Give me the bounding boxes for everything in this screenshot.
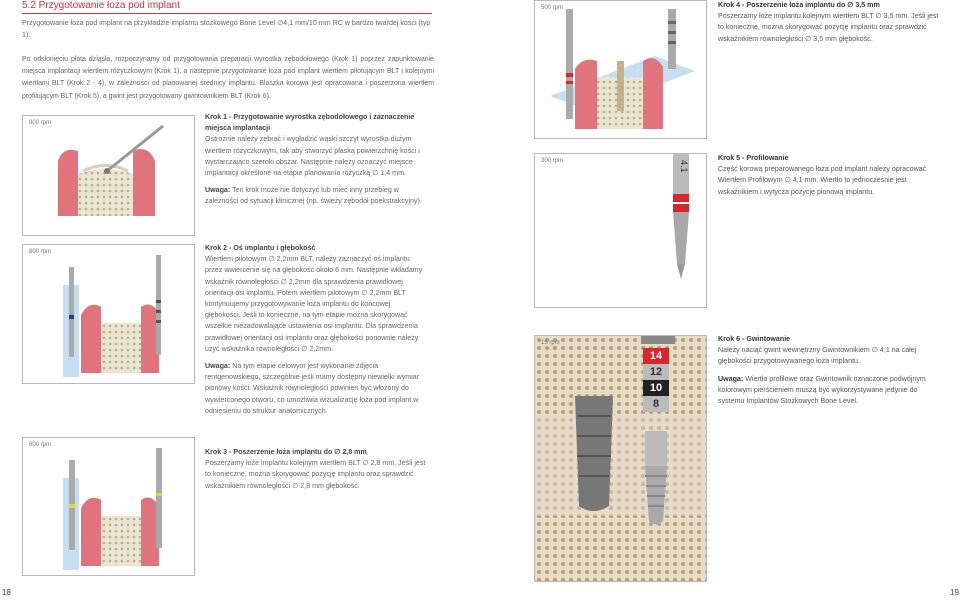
step1-note-label: Uwaga: [205, 186, 231, 195]
profile-drill-marking: 4.1 [679, 160, 689, 173]
step2-illustration [22, 244, 195, 384]
step5-text [718, 153, 940, 198]
step6-body: Należy naciąć gwint wewnętrzny Gwintownikiem ∅ 4,1 na całej głębokości przygotowywanego łoża implantu. [718, 346, 917, 366]
step2-note-label: Uwaga: [205, 362, 231, 371]
step1-title: Krok 1 - Przygotowanie wyrostka zębodołowego i zaznaczenie miejsca implantacji [205, 113, 415, 133]
tap-mark-10: 10 [643, 380, 669, 396]
step6-text [718, 334, 940, 407]
section-divider [22, 13, 432, 14]
step5-body: Część korową preparowanego łoża pod implant należy opracować Wiertłem Profilowym ∅ 4,1 mm. Wiertło to jednocześnie jest wskaźnikiem i wytycza pozycję pionową implantu. [718, 165, 927, 196]
step3-rpm: 600 rpm [29, 442, 52, 448]
step5-illustration [534, 153, 707, 308]
step1-illustration [22, 115, 195, 236]
tap-mark-14: 14 [643, 348, 669, 364]
step2-title: Krok 2 - Oś implantu i głębokość [205, 244, 316, 252]
step3-illustration [22, 437, 195, 576]
section-title: 5.2 Przygotowanie łoża pod implant [22, 0, 180, 11]
step6-rpm: 15 rpm [541, 340, 560, 346]
overview-paragraph: Po odsłonięciu płata dziąsła, rozpoczynamy od przygotowania preparacji wyrostka zębodołowego (Krok 1) poprzez zapunktowanie miejsca implantacji wiertłem różyczkowym (Krok 1), a następnie przygotowanie łoża pod implant wiertłem pilotującym BLT i kolejnymi wiertłami BLT (Krok 2 - 4), w zależności od planowanej średnicy implantu. Blaszka korowa jest opracowana i poszerzona wiertłem profilującym BLT (Krok 5), a gwint jest przygotowany gwintownikiem BLT (Krok 6). [22, 56, 434, 100]
intro-text: Przygotowanie łoża pod implant na przykładzie implantu stożkowego Bone Level ∅4,1 mm/10 mm RC w bardzo twardej kości (typ 1). [22, 19, 431, 39]
step4-illustration [534, 0, 707, 139]
step4-title: Krok 4 - Poszerzenie łoża implantu do ∅ 3,5 mm [718, 1, 880, 9]
step6-title: Krok 6 - Gwintowanie [718, 335, 791, 343]
step6-note: Wiertła profilowe oraz Gwintownik oznaczone podwójnym kolorowym pierścieniem muszą być wykorzystywane jedynie do systemu Implantów Stożkowych Bone Level. [718, 374, 926, 406]
tap-depth-marks [643, 348, 669, 412]
step5-rpm: 300 rpm [541, 158, 564, 164]
step5-title: Krok 5 - Profilowanie [718, 154, 789, 162]
page-number-left: 18 [2, 588, 11, 597]
step2-text [205, 243, 427, 417]
step2-body: Wiertłem pilotowym ∅ 2,2mm BLT, należy zaznaczyć oś implantu przez wwiercenie się na głębokość około 6 mm. Następnie wkładamy wskaźnik równoległości ∅ 2,2mm dla sprawdzenia prawidłowej orientacji osi implantu. Potem wiertłem pilotowym ∅ 2,2mm BLT kontynuujemy przygotowywanie łoża implantu do końcowej głębokości. Jeśli to konieczne, na tym etapie można skorygować wszelkie niezadowalające ustawienia osi implantu. Dla sprawdzenia prawidłowej orientacji osi implantu oraz głębokości ponownie należy użyć wskaźnika równoległości ∅ 2,2mm. [205, 255, 423, 353]
step1-rpm: 800 rpm [29, 120, 52, 126]
step6-illustration [534, 335, 707, 582]
step4-rpm: 500 rpm [541, 5, 564, 11]
step3-text [205, 447, 427, 492]
page-number-right: 19 [950, 588, 959, 597]
step1-note: Ten krok może nie dotyczyć lub mieć inny przebieg w zależności od sytuacji klinicznej (np. świeży zębodół poekstrakcyjny). [205, 186, 422, 206]
step1-text [205, 112, 427, 208]
step2-rpm: 800 rpm [29, 249, 52, 255]
step6-note-label: Uwaga: [718, 374, 744, 383]
step4-text [718, 0, 940, 45]
step1-body: Ostrożnie należy zebrać i wygładzić wąski szczyt wyrostka dużym wiertłem różyczkowym, tak aby stworzyć płaską powierzchnię kości i wystarczająco szeroki obszar. Następnie należy oznaczyć miejsce implantacji określone na etapie planowania różyczką ∅ 1,4 mm. [205, 135, 420, 178]
tap-mark-12: 12 [643, 364, 669, 380]
step4-body: Poszerzamy łoże implantu kolejnym wiertłem BLT ∅ 3,5 mm. Jeśli jest to konieczne, można skorygować pozycję implantu oraz sprawdzić wskaźnikiem równoległości ∅ 3,5 mm głębokość. [718, 12, 939, 43]
tap-mark-8: 8 [643, 396, 669, 412]
step2-note: Na tym etapie celowym jest wykonanie zdjęcia rentgenowskiego, szczególnie jeśli mamy dostępny niewielki wymiar pionowy kości. Wskaźnik równoległości powinien być włożony do wywierconego otworu, co umożliwia wizualizację łoża pod implant w odniesieniu do struktur anatomicznych. [205, 362, 420, 415]
step3-title: Krok 3 - Poszerzenie łoża implantu do ∅ 2,8 mm [205, 448, 367, 456]
step3-body: Poszerzamy łoże implantu kolejnym wiertłem BLT ∅ 2,8 mm. Jeśli jest to konieczne, można skorygować pozycję implantu oraz sprawdzić wskaźnikiem równoległości ∅ 2,8 mm głębokość. [205, 459, 426, 490]
